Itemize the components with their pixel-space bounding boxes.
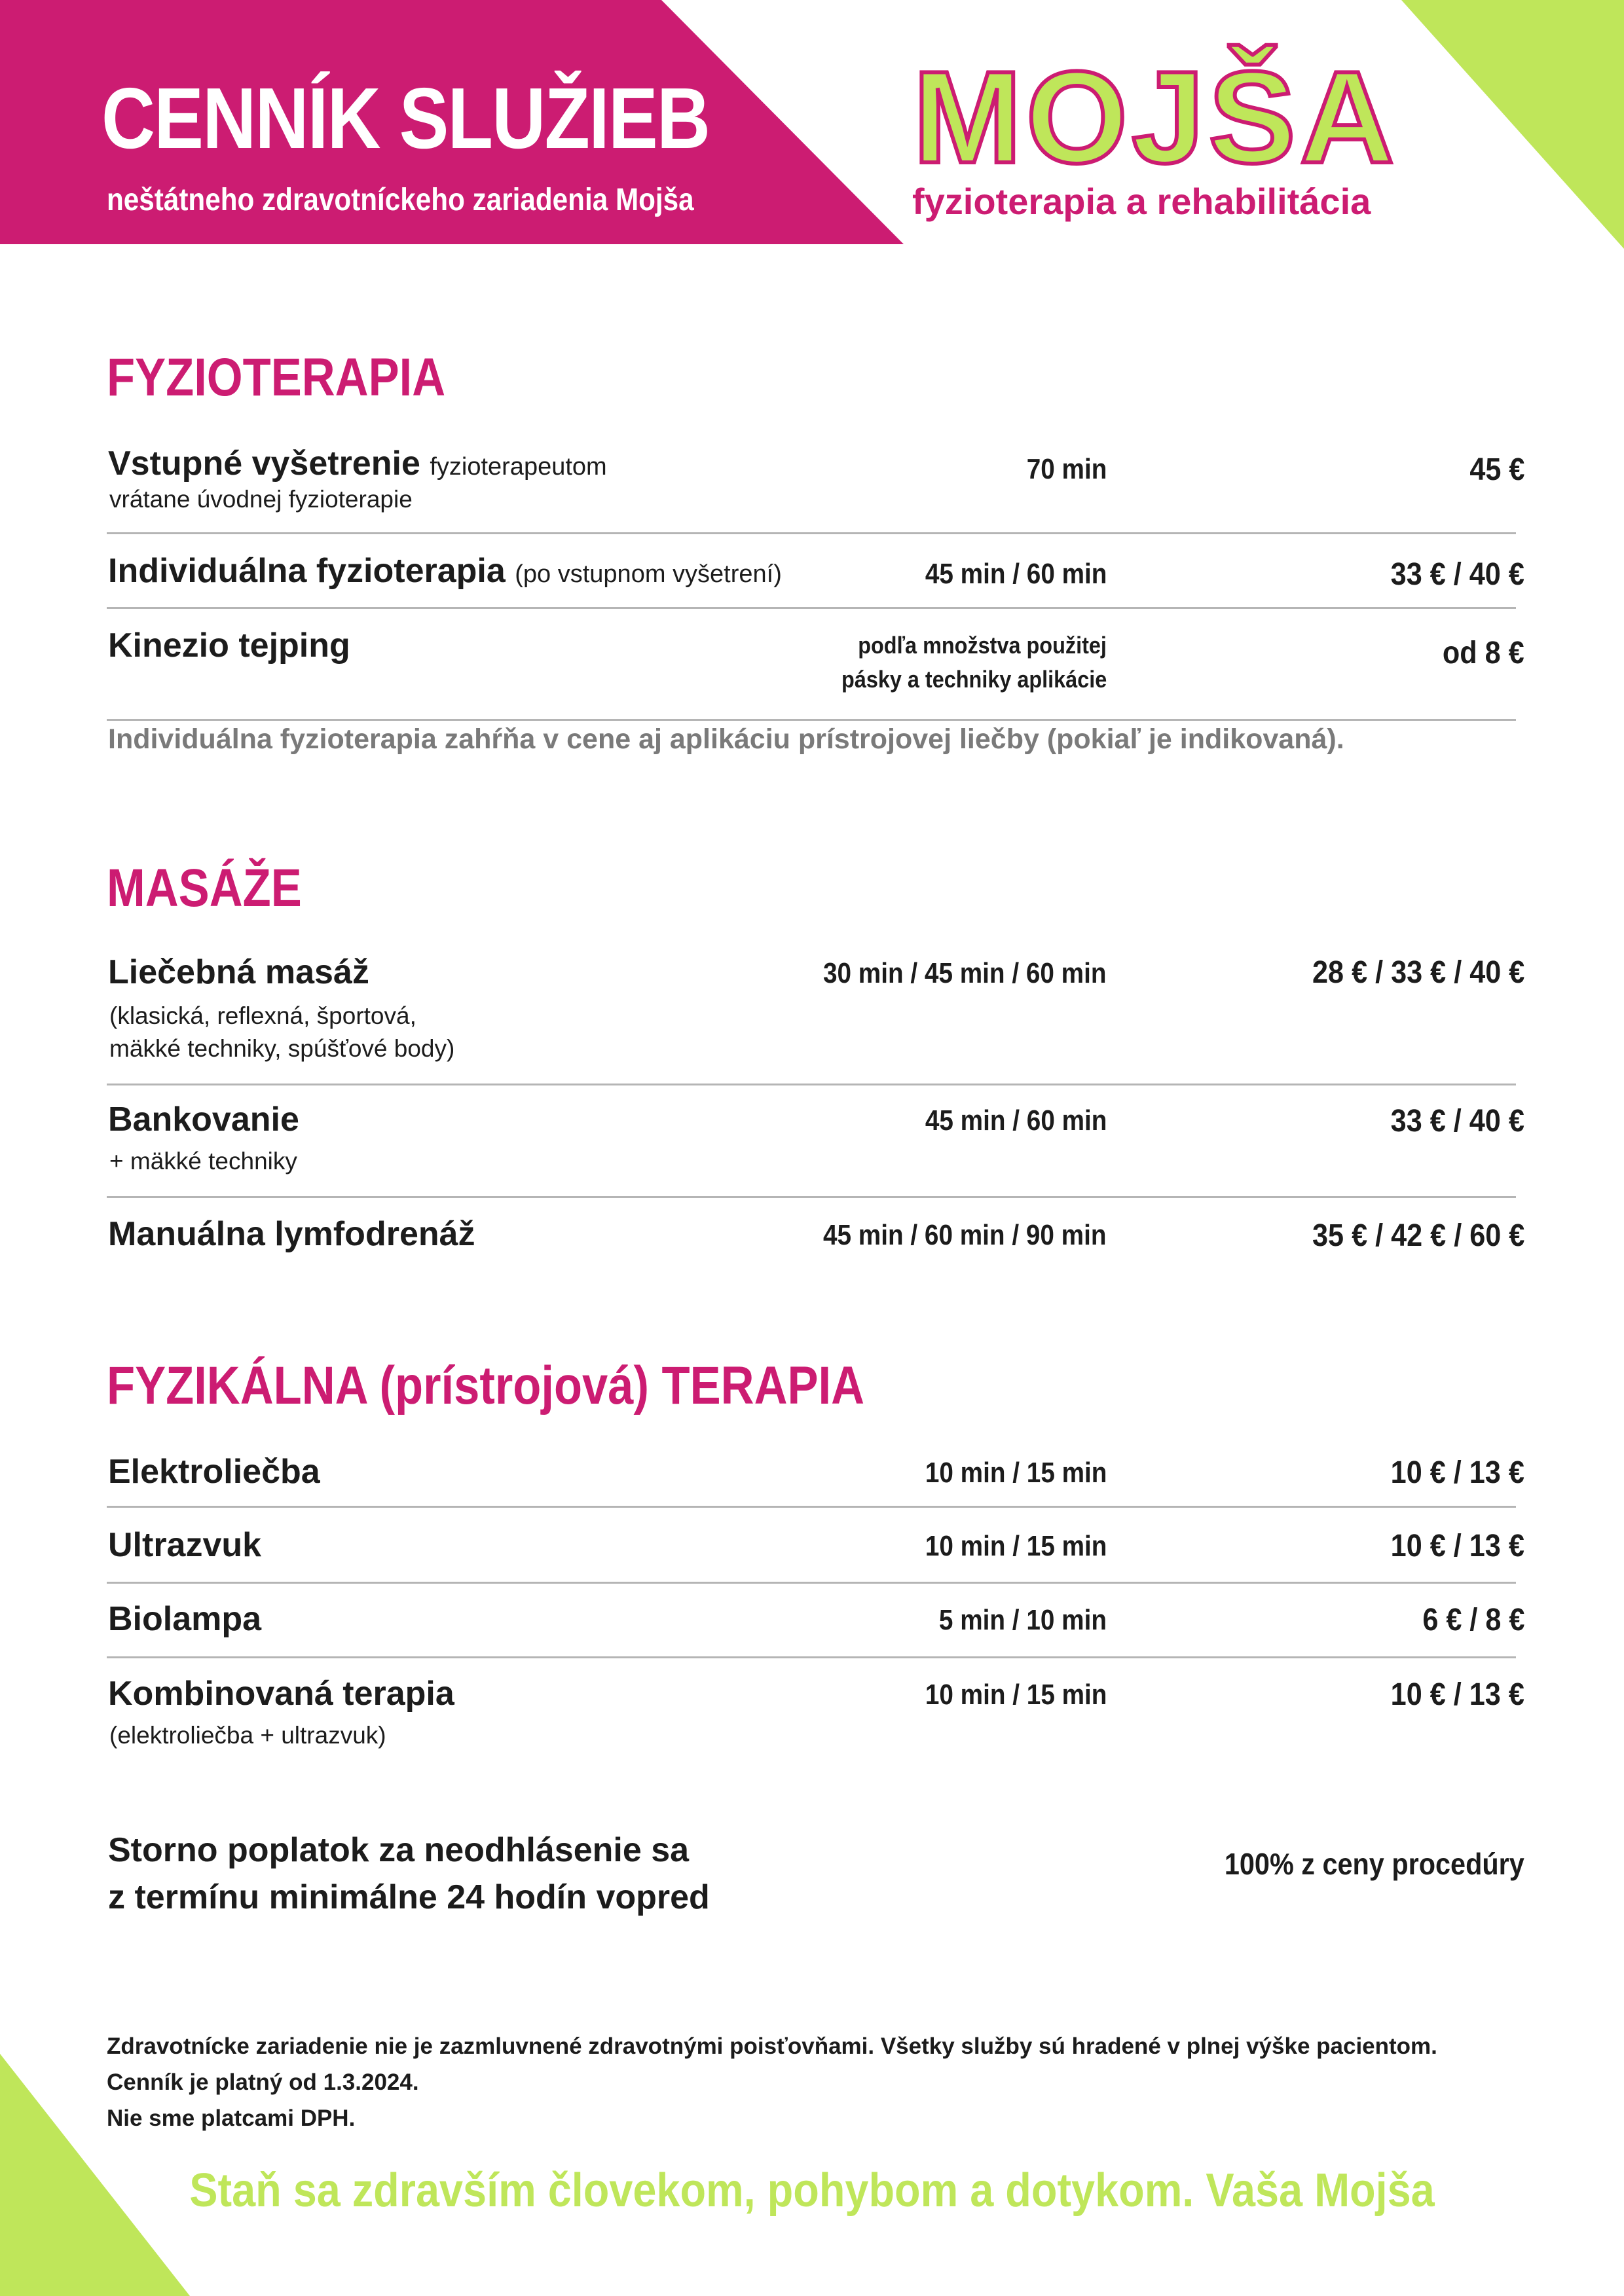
divider — [107, 607, 1516, 609]
service-duration: 10 min / 15 min — [925, 1679, 1107, 1711]
storno-line: z termínu minimálne 24 hodín vopred — [108, 1878, 710, 1916]
service-duration: 45 min / 60 min — [925, 558, 1107, 590]
service-detail: (elektroliečba + ultrazvuk) — [109, 1722, 386, 1749]
service-duration: pásky a techniky aplikácie — [841, 666, 1107, 693]
service-price: 45 € — [1469, 452, 1524, 487]
service-name: Vstupné vyšetrenie fyzioterapeutom — [108, 445, 607, 483]
logo-subtitle: fyzioterapia a rehabilitácia — [912, 181, 1371, 222]
service-detail: + mäkké techniky — [109, 1148, 297, 1175]
divider — [107, 1084, 1516, 1085]
service-duration: 10 min / 15 min — [925, 1530, 1107, 1562]
service-name: Liečebná masáž — [108, 953, 369, 991]
service-name: Elektroliečba — [108, 1453, 320, 1491]
service-name: Individuálna fyzioterapia (po vstupnom vyšetrení) — [108, 552, 782, 590]
section-title-fyzioterapia: FYZIOTERAPIA — [107, 348, 446, 407]
service-name: Kinezio tejping — [108, 627, 350, 665]
service-detail: mäkké techniky, spúšťové body) — [109, 1035, 455, 1062]
storno-line: Storno poplatok za neodhlásenie sa — [108, 1831, 690, 1869]
service-price: 10 € / 13 € — [1390, 1455, 1524, 1490]
service-duration: 45 min / 60 min — [925, 1104, 1107, 1137]
page-subtitle: neštátneho zdravotníckeho zariadenia Mojša — [107, 183, 694, 217]
divider — [107, 719, 1516, 721]
service-name: Bankovanie — [108, 1101, 299, 1139]
footer-line: Zdravotnícke zariadenie nie je zazmluvnené zdravotnými poisťovňami. Všetky služby sú hradené v plnej výške pacientom. — [107, 2033, 1437, 2059]
service-price: 33 € / 40 € — [1390, 1104, 1524, 1139]
service-detail: (klasická, reflexná, športová, — [109, 1002, 416, 1029]
service-name: Kombinovaná terapia — [108, 1675, 454, 1713]
service-price: 10 € / 13 € — [1390, 1677, 1524, 1712]
service-duration: 70 min — [1026, 453, 1107, 485]
section-title-masaze: MASÁŽE — [107, 858, 302, 918]
page-title: CENNÍK SLUŽIEB — [101, 70, 710, 166]
divider — [107, 1506, 1516, 1508]
divider — [107, 1582, 1516, 1584]
divider — [107, 532, 1516, 534]
footer-line: Cenník je platný od 1.3.2024. — [107, 2069, 419, 2095]
service-duration: 45 min / 60 min / 90 min — [823, 1219, 1107, 1251]
storno-value: 100% z ceny procedúry — [1225, 1847, 1524, 1881]
service-price: 28 € / 33 € / 40 € — [1312, 955, 1524, 990]
service-price: 6 € / 8 € — [1422, 1603, 1524, 1637]
slogan: Staň sa zdravším človekom, pohybom a dotykom. Vaša Mojša — [189, 2164, 1435, 2217]
service-price: 33 € / 40 € — [1390, 557, 1524, 592]
logo-text: MOJŠA — [913, 45, 1399, 169]
service-price: 10 € / 13 € — [1390, 1529, 1524, 1563]
service-name: Biolampa — [108, 1600, 262, 1638]
footer-notes — [107, 2028, 1437, 2136]
service-name: Manuálna lymfodrenáž — [108, 1215, 475, 1253]
divider — [107, 1656, 1516, 1658]
service-name: Ultrazvuk — [108, 1526, 262, 1564]
service-duration: 30 min / 45 min / 60 min — [823, 957, 1107, 989]
mojsa-logo — [904, 38, 1480, 169]
divider — [107, 1196, 1516, 1198]
storno-text — [108, 1827, 710, 1921]
fyzioterapia-note: Individuálna fyzioterapia zahŕňa v cene aj aplikáciu prístrojovej liečby (pokiaľ je indikovaná). — [108, 723, 1344, 755]
service-duration: podľa množstva použitej — [858, 632, 1107, 659]
service-price: 35 € / 42 € / 60 € — [1312, 1218, 1524, 1253]
service-duration: 10 min / 15 min — [925, 1457, 1107, 1489]
footer-line: Nie sme platcami DPH. — [107, 2105, 356, 2131]
service-price: od 8 € — [1443, 636, 1524, 670]
service-detail: vrátane úvodnej fyzioterapie — [109, 486, 413, 513]
section-title-fyzikalna: FYZIKÁLNA (prístrojová) TERAPIA — [107, 1356, 865, 1415]
service-duration: 5 min / 10 min — [938, 1604, 1107, 1636]
